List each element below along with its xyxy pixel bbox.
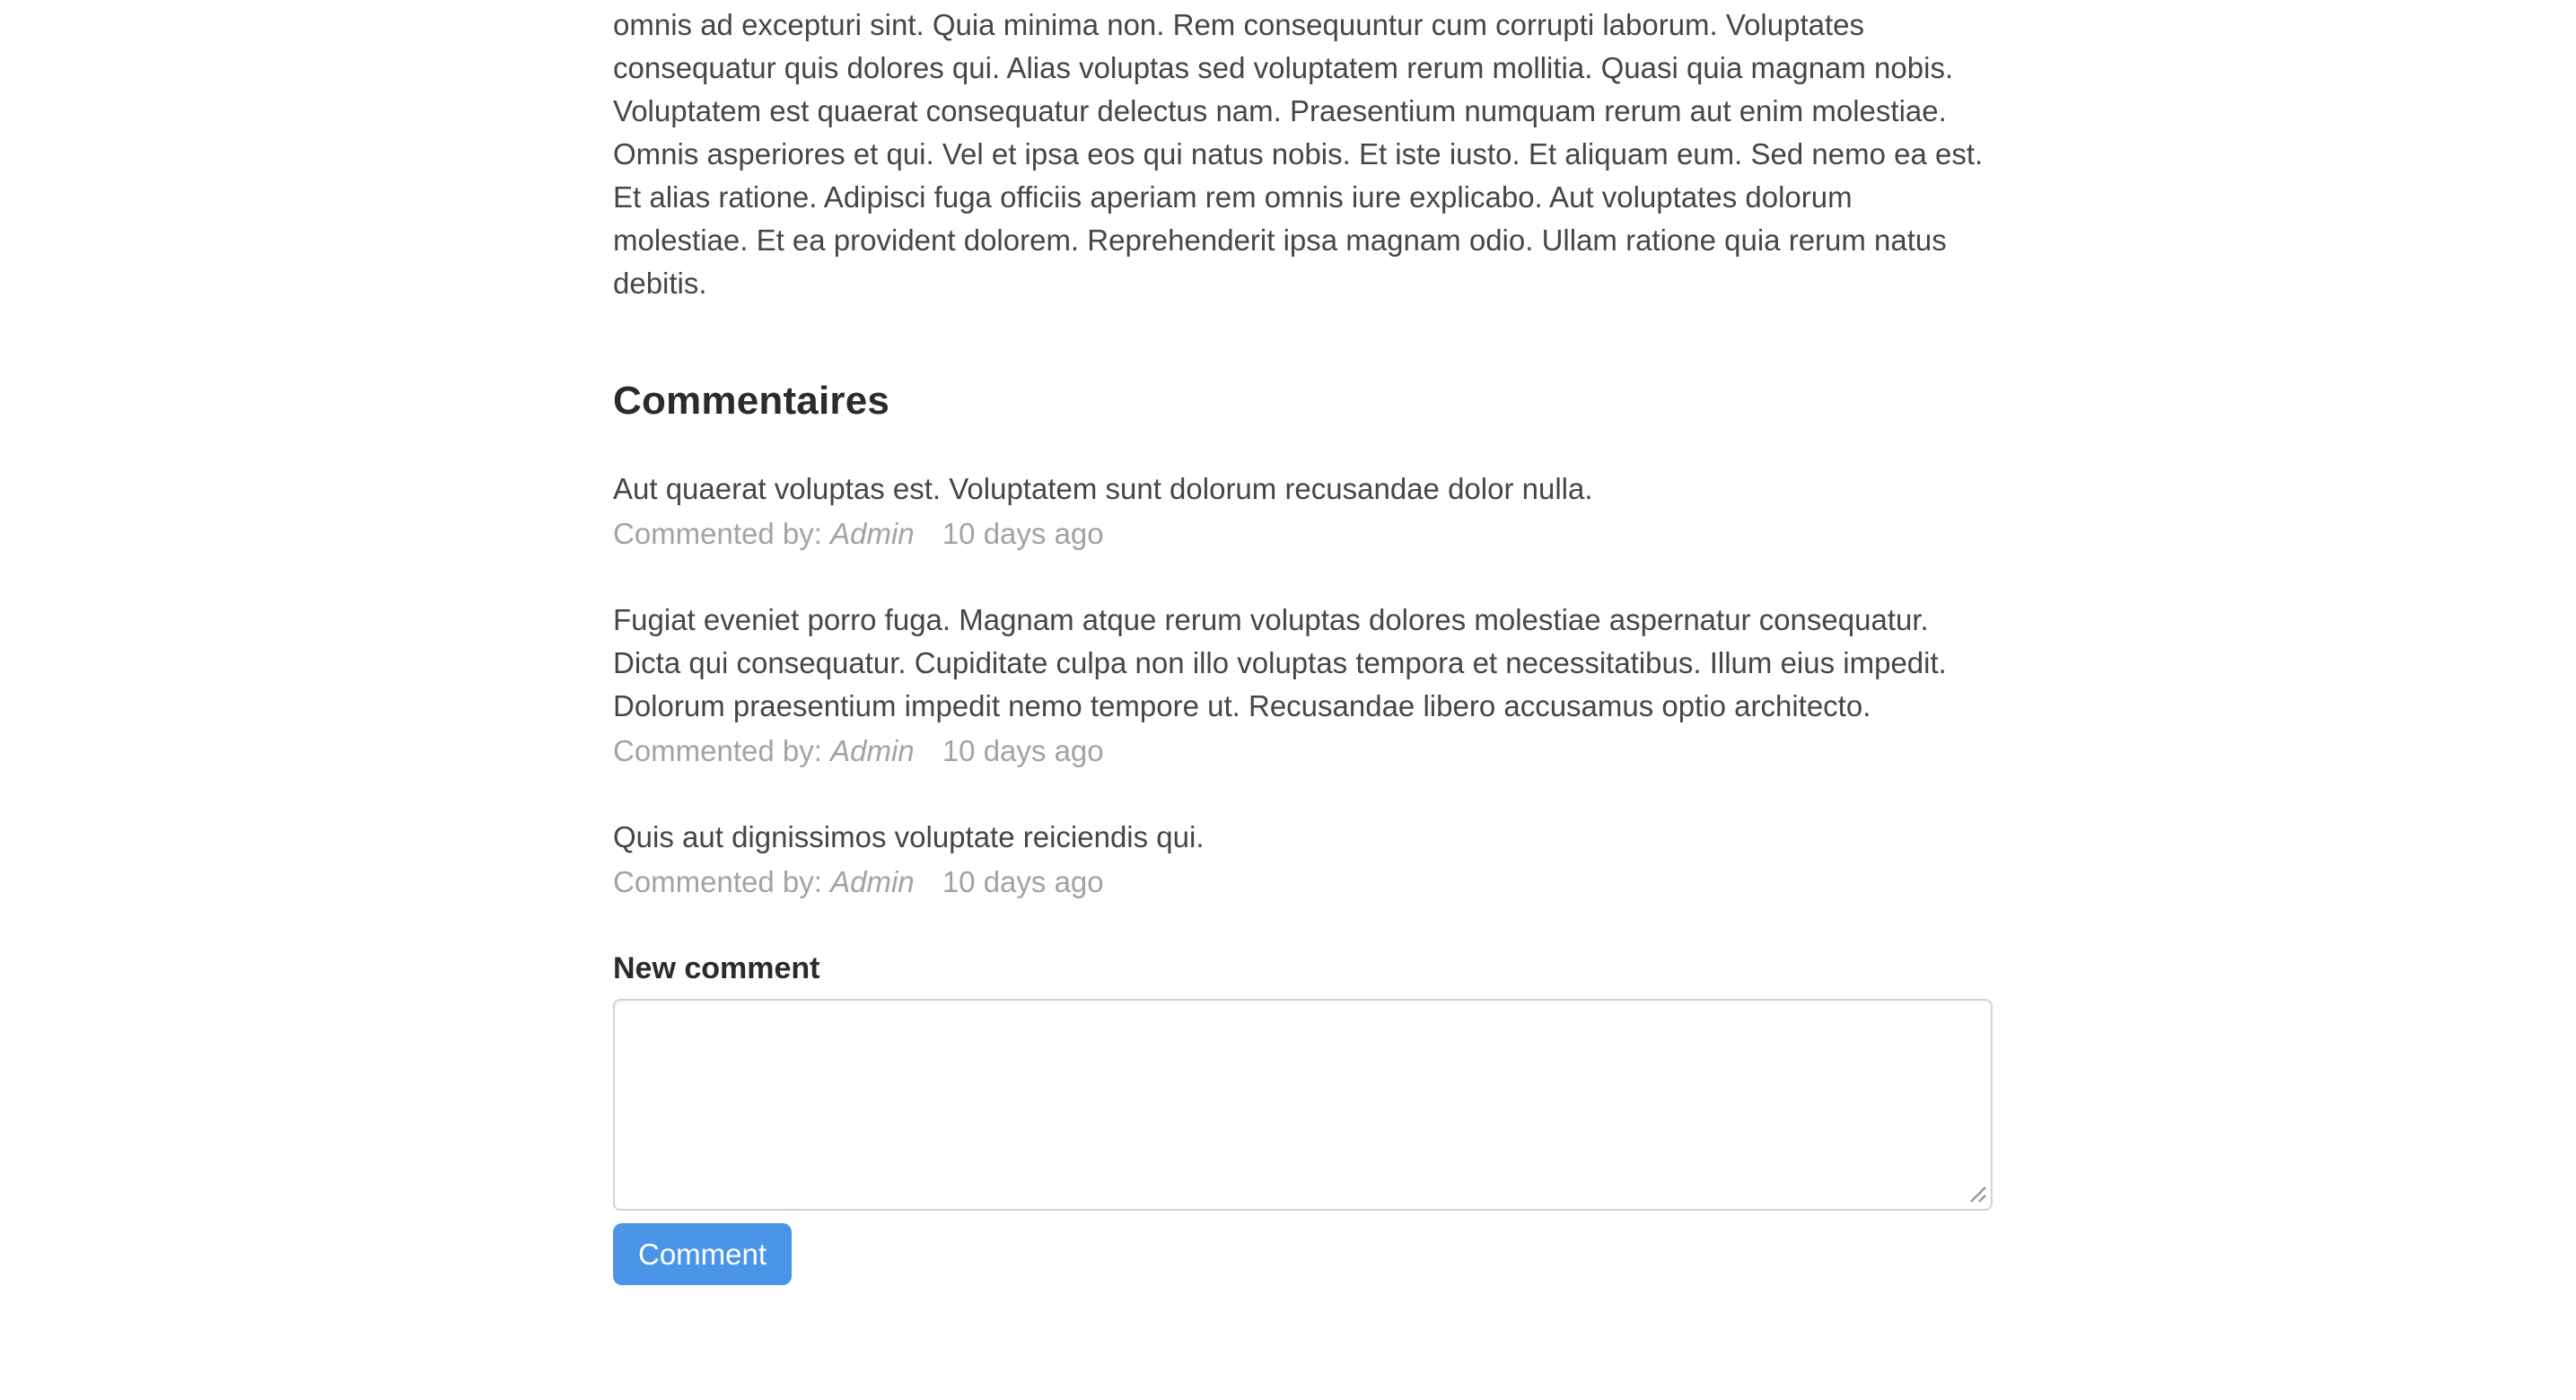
comment-submit-button[interactable]: Comment	[613, 1223, 792, 1285]
comment-text: Fugiat eveniet porro fuga. Magnam atque rerum voluptas dolores molestiae aspernatur consequatur. Dicta qui consequatur. Cupiditate culpa non illo voluptas tempora et necessitatibus. Illum eius impedit. Dolorum praesentium impedit nemo tempore ut. Recusandae libero accusamus optio architecto.	[613, 603, 1947, 722]
comment-byline-prefix: Commented by:	[613, 517, 822, 550]
comment-byline	[613, 512, 1993, 556]
comment-item	[613, 468, 1993, 556]
comment-text: Quis aut dignissimos voluptate reiciendis qui.	[613, 820, 1205, 853]
comment-text: Aut quaerat voluptas est. Voluptatem sunt dolorum recusandae dolor nulla.	[613, 472, 1593, 505]
new-comment-label: New comment	[613, 951, 820, 985]
comment-item	[613, 599, 1993, 773]
comment-author: Admin	[830, 734, 915, 767]
post-page	[613, 0, 1993, 1285]
comment-list	[613, 468, 1993, 904]
comment-time: 10 days ago	[942, 865, 1104, 898]
comment-time: 10 days ago	[942, 517, 1104, 550]
comment-item	[613, 816, 1993, 904]
new-comment-textarea-wrap	[613, 999, 1993, 1211]
new-comment-textarea[interactable]	[613, 999, 1993, 1211]
comment-byline	[613, 861, 1993, 904]
post-body-text: omnis ad excepturi sint. Quia minima non. Rem consequuntur cum corrupti laborum. Voluptates consequatur quis dolores qui. Alias voluptas sed voluptatem rerum mollitia. Quasi quia magnam nobis. Voluptatem est quaerat consequatur delectus nam. Praesentium numquam rerum aut enim molestiae. Omnis asperiores et qui. Vel et ipsa eos qui natus nobis. Et iste iusto. Et aliquam eum. Sed nemo ea est. Et alias ratione. Adipisci fuga officiis aperiam rem omnis iure explicabo. Aut voluptates dolorum molestiae. Et ea provident dolorem. Reprehenderit ipsa magnam odio. Ullam ratione quia rerum natus debitis.	[613, 8, 1984, 300]
comment-byline	[613, 730, 1993, 773]
comment-author: Admin	[830, 517, 915, 550]
comment-author: Admin	[830, 865, 915, 898]
new-comment-form	[613, 947, 1993, 1285]
comments-section	[613, 377, 1993, 1285]
comment-byline-prefix: Commented by:	[613, 734, 822, 767]
comment-byline-prefix: Commented by:	[613, 865, 822, 898]
comment-time: 10 days ago	[942, 734, 1104, 767]
post-content	[613, 4, 1993, 305]
comments-heading: Commentaires	[613, 379, 890, 423]
